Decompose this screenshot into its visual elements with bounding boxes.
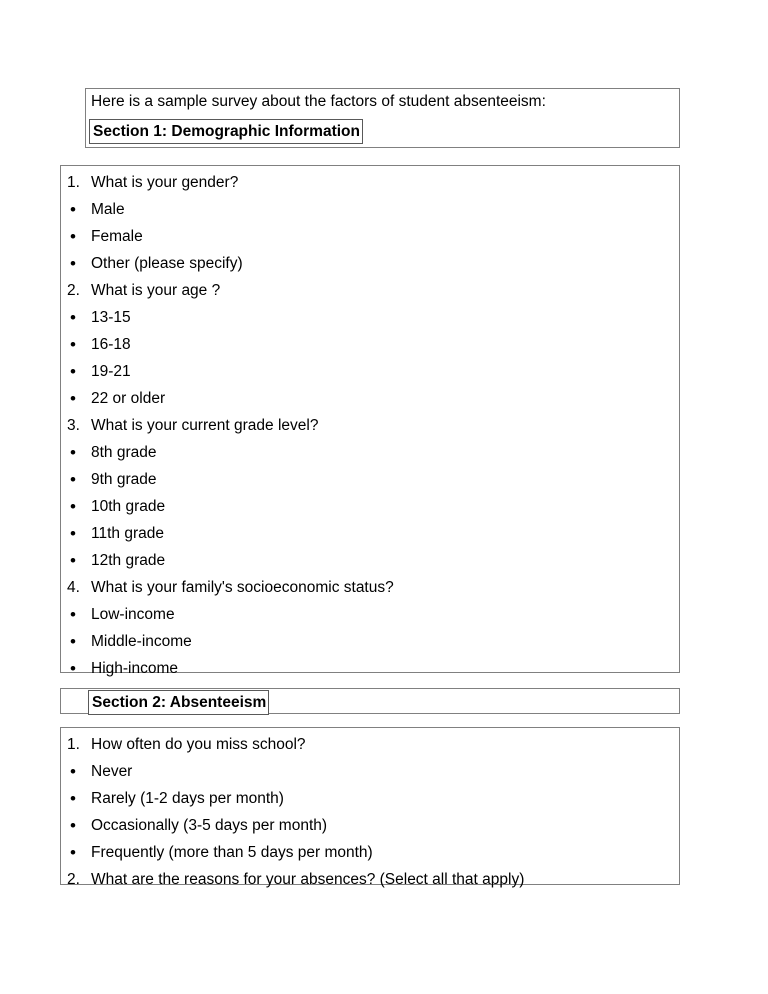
bullet-icon: • [70, 632, 76, 651]
question-number: 3. [67, 417, 80, 434]
bullet-icon: • [70, 843, 76, 862]
bullet-icon: • [70, 389, 76, 408]
option-text: 10th grade [91, 498, 166, 515]
bullet-icon: • [70, 254, 76, 273]
bullet-icon: • [70, 227, 76, 246]
bullet-icon: • [70, 497, 76, 516]
option-text: 11th grade [91, 525, 164, 542]
option-text: 19-21 [91, 363, 131, 380]
option-row[interactable] [61, 250, 679, 277]
option-row[interactable] [61, 785, 679, 812]
question-row [61, 169, 679, 196]
option-text: Other (please specify) [91, 255, 243, 272]
bullet-icon: • [70, 816, 76, 835]
option-text: High-income [91, 660, 179, 677]
option-text: 9th grade [91, 471, 157, 488]
question-number: 2. [67, 282, 80, 299]
option-row[interactable] [61, 758, 679, 785]
option-row[interactable] [61, 439, 679, 466]
section-1-heading: Section 1: Demographic Information [89, 119, 363, 144]
bullet-icon: • [70, 443, 76, 462]
bullet-icon: • [70, 524, 76, 543]
option-row[interactable] [61, 385, 679, 412]
option-row[interactable] [61, 196, 679, 223]
option-text: Low-income [91, 606, 175, 623]
option-row[interactable] [61, 223, 679, 250]
option-row[interactable] [61, 466, 679, 493]
option-text: 22 or older [91, 390, 166, 407]
option-text: 8th grade [91, 444, 157, 461]
question-number: 1. [67, 174, 80, 191]
section-1-question-list [61, 166, 679, 682]
option-text: Occasionally (3-5 days per month) [91, 817, 328, 834]
bullet-icon: • [70, 659, 76, 678]
question-number: 2. [67, 871, 80, 888]
section-2-heading-table [60, 688, 680, 714]
bullet-icon: • [70, 605, 76, 624]
intro-table [85, 88, 680, 148]
option-text: 16-18 [91, 336, 131, 353]
option-text: Female [91, 228, 143, 245]
question-text: What is your gender? [91, 174, 239, 191]
bullet-icon: • [70, 308, 76, 327]
question-row [61, 574, 679, 601]
question-text: What is your family's socioeconomic status? [91, 579, 394, 596]
option-text: Male [91, 201, 125, 218]
option-row[interactable] [61, 655, 679, 682]
option-text: Frequently (more than 5 days per month) [91, 844, 373, 861]
question-text: What is your current grade level? [91, 417, 319, 434]
bullet-icon: • [70, 789, 76, 808]
option-text: 12th grade [91, 552, 166, 569]
option-row[interactable] [61, 601, 679, 628]
option-row[interactable] [61, 304, 679, 331]
option-row[interactable] [61, 812, 679, 839]
option-row[interactable] [61, 358, 679, 385]
bullet-icon: • [70, 470, 76, 489]
question-number: 1. [67, 736, 80, 753]
option-row[interactable] [61, 628, 679, 655]
section-2-heading: Section 2: Absenteeism [88, 690, 269, 715]
bullet-icon: • [70, 335, 76, 354]
option-row[interactable] [61, 839, 679, 866]
bullet-icon: • [70, 551, 76, 570]
option-text: 13-15 [91, 309, 131, 326]
question-text: How often do you miss school? [91, 736, 306, 753]
option-text: Middle-income [91, 633, 192, 650]
option-row[interactable] [61, 547, 679, 574]
option-row[interactable] [61, 331, 679, 358]
question-number: 4. [67, 579, 80, 596]
section-2-question-list [61, 728, 679, 893]
bullet-icon: • [70, 362, 76, 381]
option-row[interactable] [61, 520, 679, 547]
intro-sentence: Here is a sample survey about the factors of student absenteeism: [91, 93, 546, 110]
question-row [61, 866, 679, 893]
bullet-icon: • [70, 200, 76, 219]
question-row [61, 277, 679, 304]
option-text: Rarely (1-2 days per month) [91, 790, 284, 807]
section-2-questions-table [60, 727, 680, 888]
question-row [61, 731, 679, 758]
option-row[interactable] [61, 493, 679, 520]
question-row [61, 412, 679, 439]
section-1-questions-table [60, 165, 680, 678]
question-text: What is your age ? [91, 282, 221, 299]
option-text: Never [91, 763, 133, 780]
bullet-icon: • [70, 762, 76, 781]
question-text: What are the reasons for your absences? (Select all that apply) [91, 871, 525, 888]
